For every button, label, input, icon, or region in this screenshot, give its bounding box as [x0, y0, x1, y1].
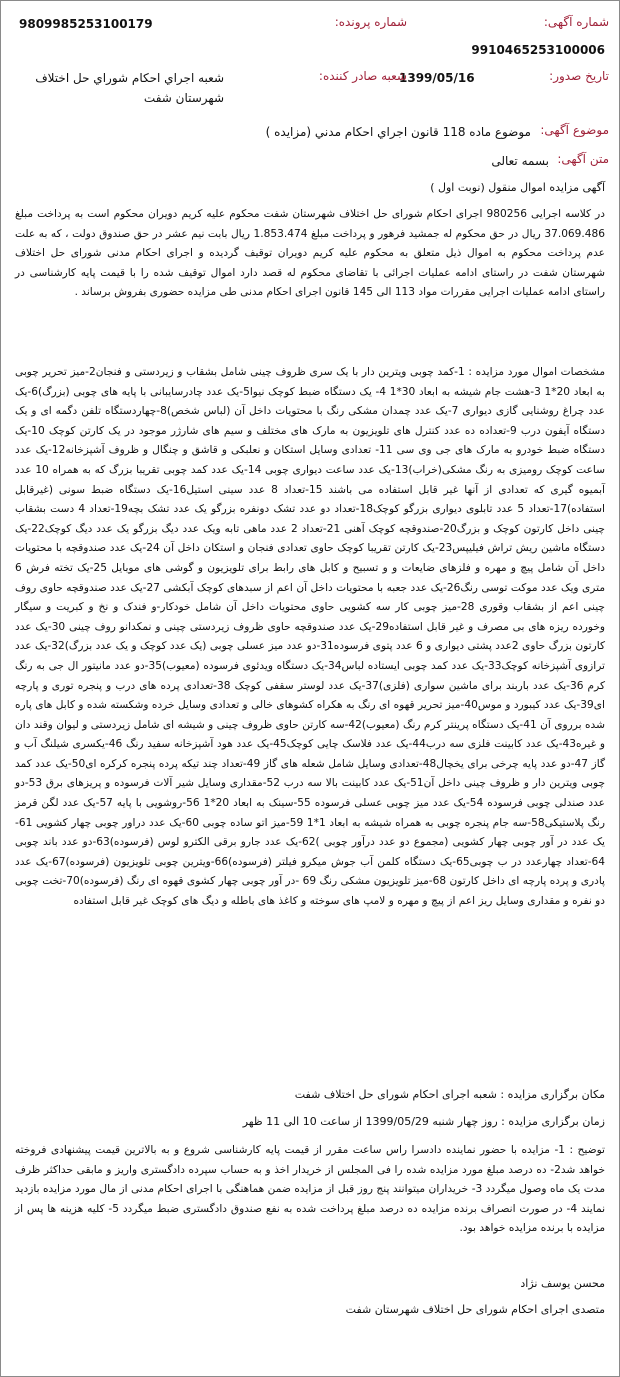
issuing-branch-label: :شعبه صادر کننده: [318, 69, 407, 83]
auction-location: مکان برگزاری مزایده : شعبه اجرای احکام شورای حل اختلاف شفت: [294, 1088, 605, 1101]
announcement-heading: آگهی مزایده اموال منقول (نوبت اول ): [430, 181, 605, 194]
notice-number: 9910465253100006: [471, 43, 605, 57]
issue-date-label: :تاریخ صدور: [549, 69, 609, 83]
signer-title: متصدی اجرای احکام شورای حل اختلاف شهرستان شفت: [345, 1303, 605, 1316]
body-title: بسمه تعالی: [491, 154, 549, 168]
notes-text: توضیح : 1- مزایده با حضور نماینده دادسرا راس ساعت مقرر از قیمت پایه کارشناسی شروع و به بالاترین قیمت پیشنهادی فروخته خواهد شد2- ده درصد مبلغ مورد مزایده شده را فی المجلس از خریدار اخذ و به حساب سپرده دادگستری واریز و مابقی حداکثر ظرف مدت یک ماه وصول میگردد 3- خریداران میتوانند پنج روز قبل از مزایده ضمن هماهنگی با اجرای احکام مدنی از مال مورد مزایده بازدید نمایند 4- در صورت انصراف برنده مزایده ده درصد مبلغ پرداخت شده به نفع صندوق دادگستری ضبط میگردد 5- کلیه هزینه ها پس از مزایده با برنده مزایده خواهد بود.: [15, 1144, 606, 1235]
subject: موضوع ماده 118 قانون اجراي احكام مدني (مزايده ): [265, 125, 531, 139]
issuing-branch-line1: شعبه اجراي احكام شوراي حل اختلاف: [35, 71, 224, 85]
issuing-branch-line2: شهرستان شفت: [143, 91, 224, 105]
case-number: 9809985253100179: [19, 17, 153, 31]
auction-time: زمان برگزاری مزایده : روز چهار شنبه 1399/05/29 از ساعت 10 الی 11 ظهر: [242, 1115, 605, 1128]
items-text: مشخصات اموال مورد مزایده : 1-کمد چوبی ویترین دار با یک سری ظروف چینی شامل بشقاب و زیردستی و فنجان2-میز تحریر چوبی به ابعاد 20*1 3-هشت جام شیشه به ابعاد 30*1 4- یک دستگاه ضبط کوچک نیوا5-یک عدد چادرسایبانی با پایه های چوبی (بزرگ)6-یک عدد چراغ روشنایی گازی دیواری 7-یک عدد چمدان مشکی رنگ با محتویات داخل آن (لباس شخص)8-چهاردستگاه تلفن دگمه ای و یک دستگاه آیفون درب 9-تعداده ده عدد کنترل های تلویزیون به مارک های مختلف و سیم های شارژر موجود در یک کارتن کوچک 10-یک دستگاه ضبط خودرو به مارک های جی وی سی 11- تعدادی وسایل استکان و نعلبکی و قاشق و چنگال و ظروف آشپزخانه12-یک عدد ساعت کوچک رومیزی به رنگ مشکی(خراب)13-یک عدد ساعت دیواری چوبی 14-یک عدد کمد چوبی تقریبا بزرگ که به همراه 10 عدد آبمیوه گیری که تعدادی از آنها غیر قابل استفاده می باشند 15-تعداد 8 عدد سینی استیل16-یک دستگاه ضبط سونی (غیرقابل استفاده)17-تعداد 5 عدد تابلوی دیواری بزرگو کوچک18-تعداد دو عدد تشک دونفره بزرگو یک عدد تشک بچه19-تعداد 4 دست بشقاب چینی داخل کارتون کوچک و بزرگ20-صندوقچه کوچک آهنی 21-تعداد 2 عدد ماهی تابه ویک عدد دیگ بزرگو یک عدد دیگ کوچک22-یک دستگاه ماشین ریش تراش فیلیپس23-یک کارتن تقریبا کوچک حاوی تعدادی فنجان و استکان داخل آن 24-یک عدد صندوقچه با محتویات داخل آن شامل پیچ و مهره و فلزهای ضایعات و و تسبیح و کابل های رابط برای تلویزیون و گوشی های موبایل 25-یک تخته فرش 6 متری ویک عدد موکت توسی رنگ26-یک عدد جعبه با محتویات داخل آن اعم از سبدهای کوچک آبکشی 27-یک عدد صندوقچه حاوی روف چینی اعم از بشقاب وقوری 28-میز چوبی کار سه کشویی حاوی محتویات داخل آن شامل خودکار-و فندک و نخ و کبریت و سیگار وخورده ریزه های بی مصرف و غیر قابل استفاده29-یک عدد صندوقچه حاوی ظروف زیردستی چینی و نمکدانو روف چینی 30-یک عدد کارتون بزرگ حاوی 2عدد پشتی دیواری و 6 عدد پتوی فرسوده31-دو عدد میز عسلی چوبی (یک عدد کوچک و یک عدد بزرگ)32-یک عدد ترازوی آشپزخانه کوچک33-یک عدد کمد چوبی ایستاده لباس34-یک دستگاه ویدئوی فرسوده (معیوب)35-دو عدد مانیتور ال جی به رنگ کرم 36-یک عدد باربند برای ماشین سواری (فلزی)37-یک عدد لوستر سقفی کوچک 38-تعدادی پرده های درب و پنجره توری و پارچه ای39-یک عدد کیبورد و موس40-میز تحریر قهوه ای رنگ به هکراه کشوهای خالی و تعدادی وسایل خرده وشکسته شده و کابل های پاره شده برروی آن 41-یک دستگاه پرینتر کرم رنگ (معیوب)42-سه کارتن حاوی ظروف چینی و شیشه ای شامل زیردستی و لیوان وقند دان و غیره43-یک عدد کابینت فلزی سه درب44-یک عدد فلاسک چایی کوچک45-یک عدد هود آشپزخانه سفید رنگ 46-یکسری شیلنگ آب و گاز 47-دو عدد پایه چرخی برای یخچال48-تعدادی وسایل شامل شعله های گاز 49-تعداد چند تیکه پرده پنجره کرکره ای50-یک عدد کمد چوبی ویترین دار و ظروف چینی داخل آن51-یک عدد کابینت بالا سه درب 52-مقداری وسایل شیر آلات فرسوده و پریزهای برق 53-دو عدد صندلی چوبی فرسوده 54-یک عدد میز چوبی عسلی فرسوده 55-سینک به ابعاد 20*1 56-روشویی با پایه 57-یک عدد لگن قرمز رنگ پلاستیکی58-سه جام پنجره چوبی به همراه شیشه به ابعاد 1*1 59-میز اتو ساده چوبی 60-یک عدد دراور چوبی چهار کشویی 61-یک عدد در آور چوبی چهار کشویی (مجموع دو عدد درآور چوبی )62-یک عدد جارو برقی الکترو لوس (فرسوده)63-دو عدد باند چوبی 64-تعداد چهارعدد در ب چوبی65-یک دستگاه کلمن آب جوش میکرو فیلتر (فرسوده)66-ویترین چوبی تلویزیون (فرسوده)67-یک عدد پادری و پرده پارچه ای داخل کارتون 68-میز تلویزیون مشکی رنگ 69 -در آور چوبی چهار کشوی قهوه ای رنگ (فرسوده)70-تخت چوبی دو نفره و مقداری وسایل ریز اعم از پیچ و مهره و لامپ های سوخته و کاغذ های باطله و دیگ های کوچک غیر قابل استفاده: [15, 366, 606, 908]
notice-number-label: :شماره آگهی: [543, 15, 609, 29]
items-paragraph: [15, 363, 605, 912]
intro-paragraph: [15, 205, 605, 303]
case-number-label: :شماره پرونده: [334, 15, 407, 29]
issue-date: 1399/05/16: [399, 71, 475, 85]
signer-name: محسن یوسف نژاد: [520, 1277, 605, 1290]
subject-label: :موضوع آگهی: [540, 123, 609, 137]
body-label: :متن آگهی: [557, 152, 609, 166]
notes-paragraph: [15, 1141, 605, 1239]
intro-text: در کلاسه اجرایی 980256 اجرای احکام شورای حل اختلاف شهرستان شفت محکوم علیه کریم دویران محکوم است به پرداخت مبلغ 37.069.486 ریال در حق محکوم له جمشید فرهور و پرداخت مبلغ 1.853.474 ریال بابت نیم عشر در حق صندوق دولت ، که به علت عدم پرداخت محکوم به اموال ذیل متعلق به محکوم علیه کریم دویران توقیف گردیده و اجرای احکام مدنی شورای حل اختلاف شهرستان شفت در راستای ادامه عملیات اجرائی با تقاضای محکوم له قصد دارد اموال توقیف شده را با قیمت پایه کارشناسی در راستای ادامه عملیات اجرایی مقررات مواد 113 الی 145 قانون اجرای احکام مدنی طی مزایده حضوری بفروش برساند .: [15, 208, 606, 299]
